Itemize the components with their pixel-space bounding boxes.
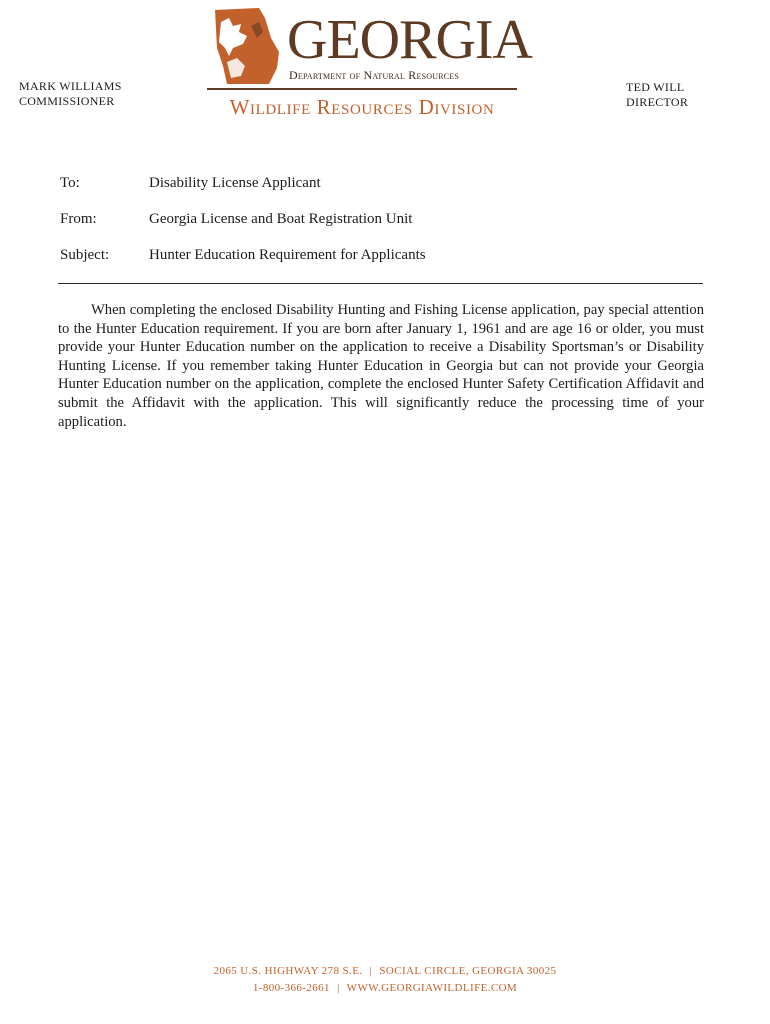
footer-separator: | <box>369 965 373 977</box>
letterhead-title: GEORGIA <box>287 9 532 71</box>
memo-from-label: From: <box>60 211 97 227</box>
commissioner-block <box>19 79 122 109</box>
footer-website[interactable]: WWW.GEORGIAWILDLIFE.COM <box>346 982 518 994</box>
footer-phone: 1-800-366-2661 <box>252 982 330 994</box>
memo-to-value: Disability License Applicant <box>149 175 321 191</box>
memo-divider <box>58 283 703 284</box>
letter-footer <box>0 963 770 997</box>
director-name: TED WILL <box>626 80 685 94</box>
memo-subject-label: Subject: <box>60 247 110 263</box>
memo-from-value: Georgia License and Boat Registration Unit <box>149 211 413 227</box>
commissioner-name: MARK WILLIAMS <box>19 79 122 93</box>
letterhead-division: Wildlife Resources Division <box>229 95 495 119</box>
commissioner-title: COMMISSIONER <box>19 94 115 108</box>
letterhead-department: Department of Natural Resources <box>289 68 460 82</box>
footer-address: 2065 U.S. HIGHWAY 278 S.E. <box>213 965 363 977</box>
footer-city: SOCIAL CIRCLE, GEORGIA 30025 <box>379 965 557 977</box>
director-block <box>626 80 688 110</box>
georgia-dnr-logo-icon <box>207 8 285 86</box>
letterhead-divider <box>207 88 517 90</box>
memo-subject-value: Hunter Education Requirement for Applicants <box>149 247 426 263</box>
body-paragraph: When completing the enclosed Disability Hunting and Fishing License application, pay special attention to the Hunter Education requirement. If you are born after January 1, 1961 and are age 16 or older, you must provide your Hunter Education number on the application to receive a Disability Sportsman’s or Disability Hunting License. If you remember taking Hunter Education in Georgia but can not provide your Georgia Hunter Education number on the application, complete the enclosed Hunter Safety Certification Affidavit and submit the Affidavit with the application. This will significantly reduce the processing time of your application. <box>58 302 704 430</box>
memo-to-label: To: <box>60 175 80 191</box>
director-title: DIRECTOR <box>626 95 689 109</box>
footer-separator: | <box>337 982 340 994</box>
footer-address-line <box>0 963 770 980</box>
footer-contact-line <box>0 980 770 997</box>
